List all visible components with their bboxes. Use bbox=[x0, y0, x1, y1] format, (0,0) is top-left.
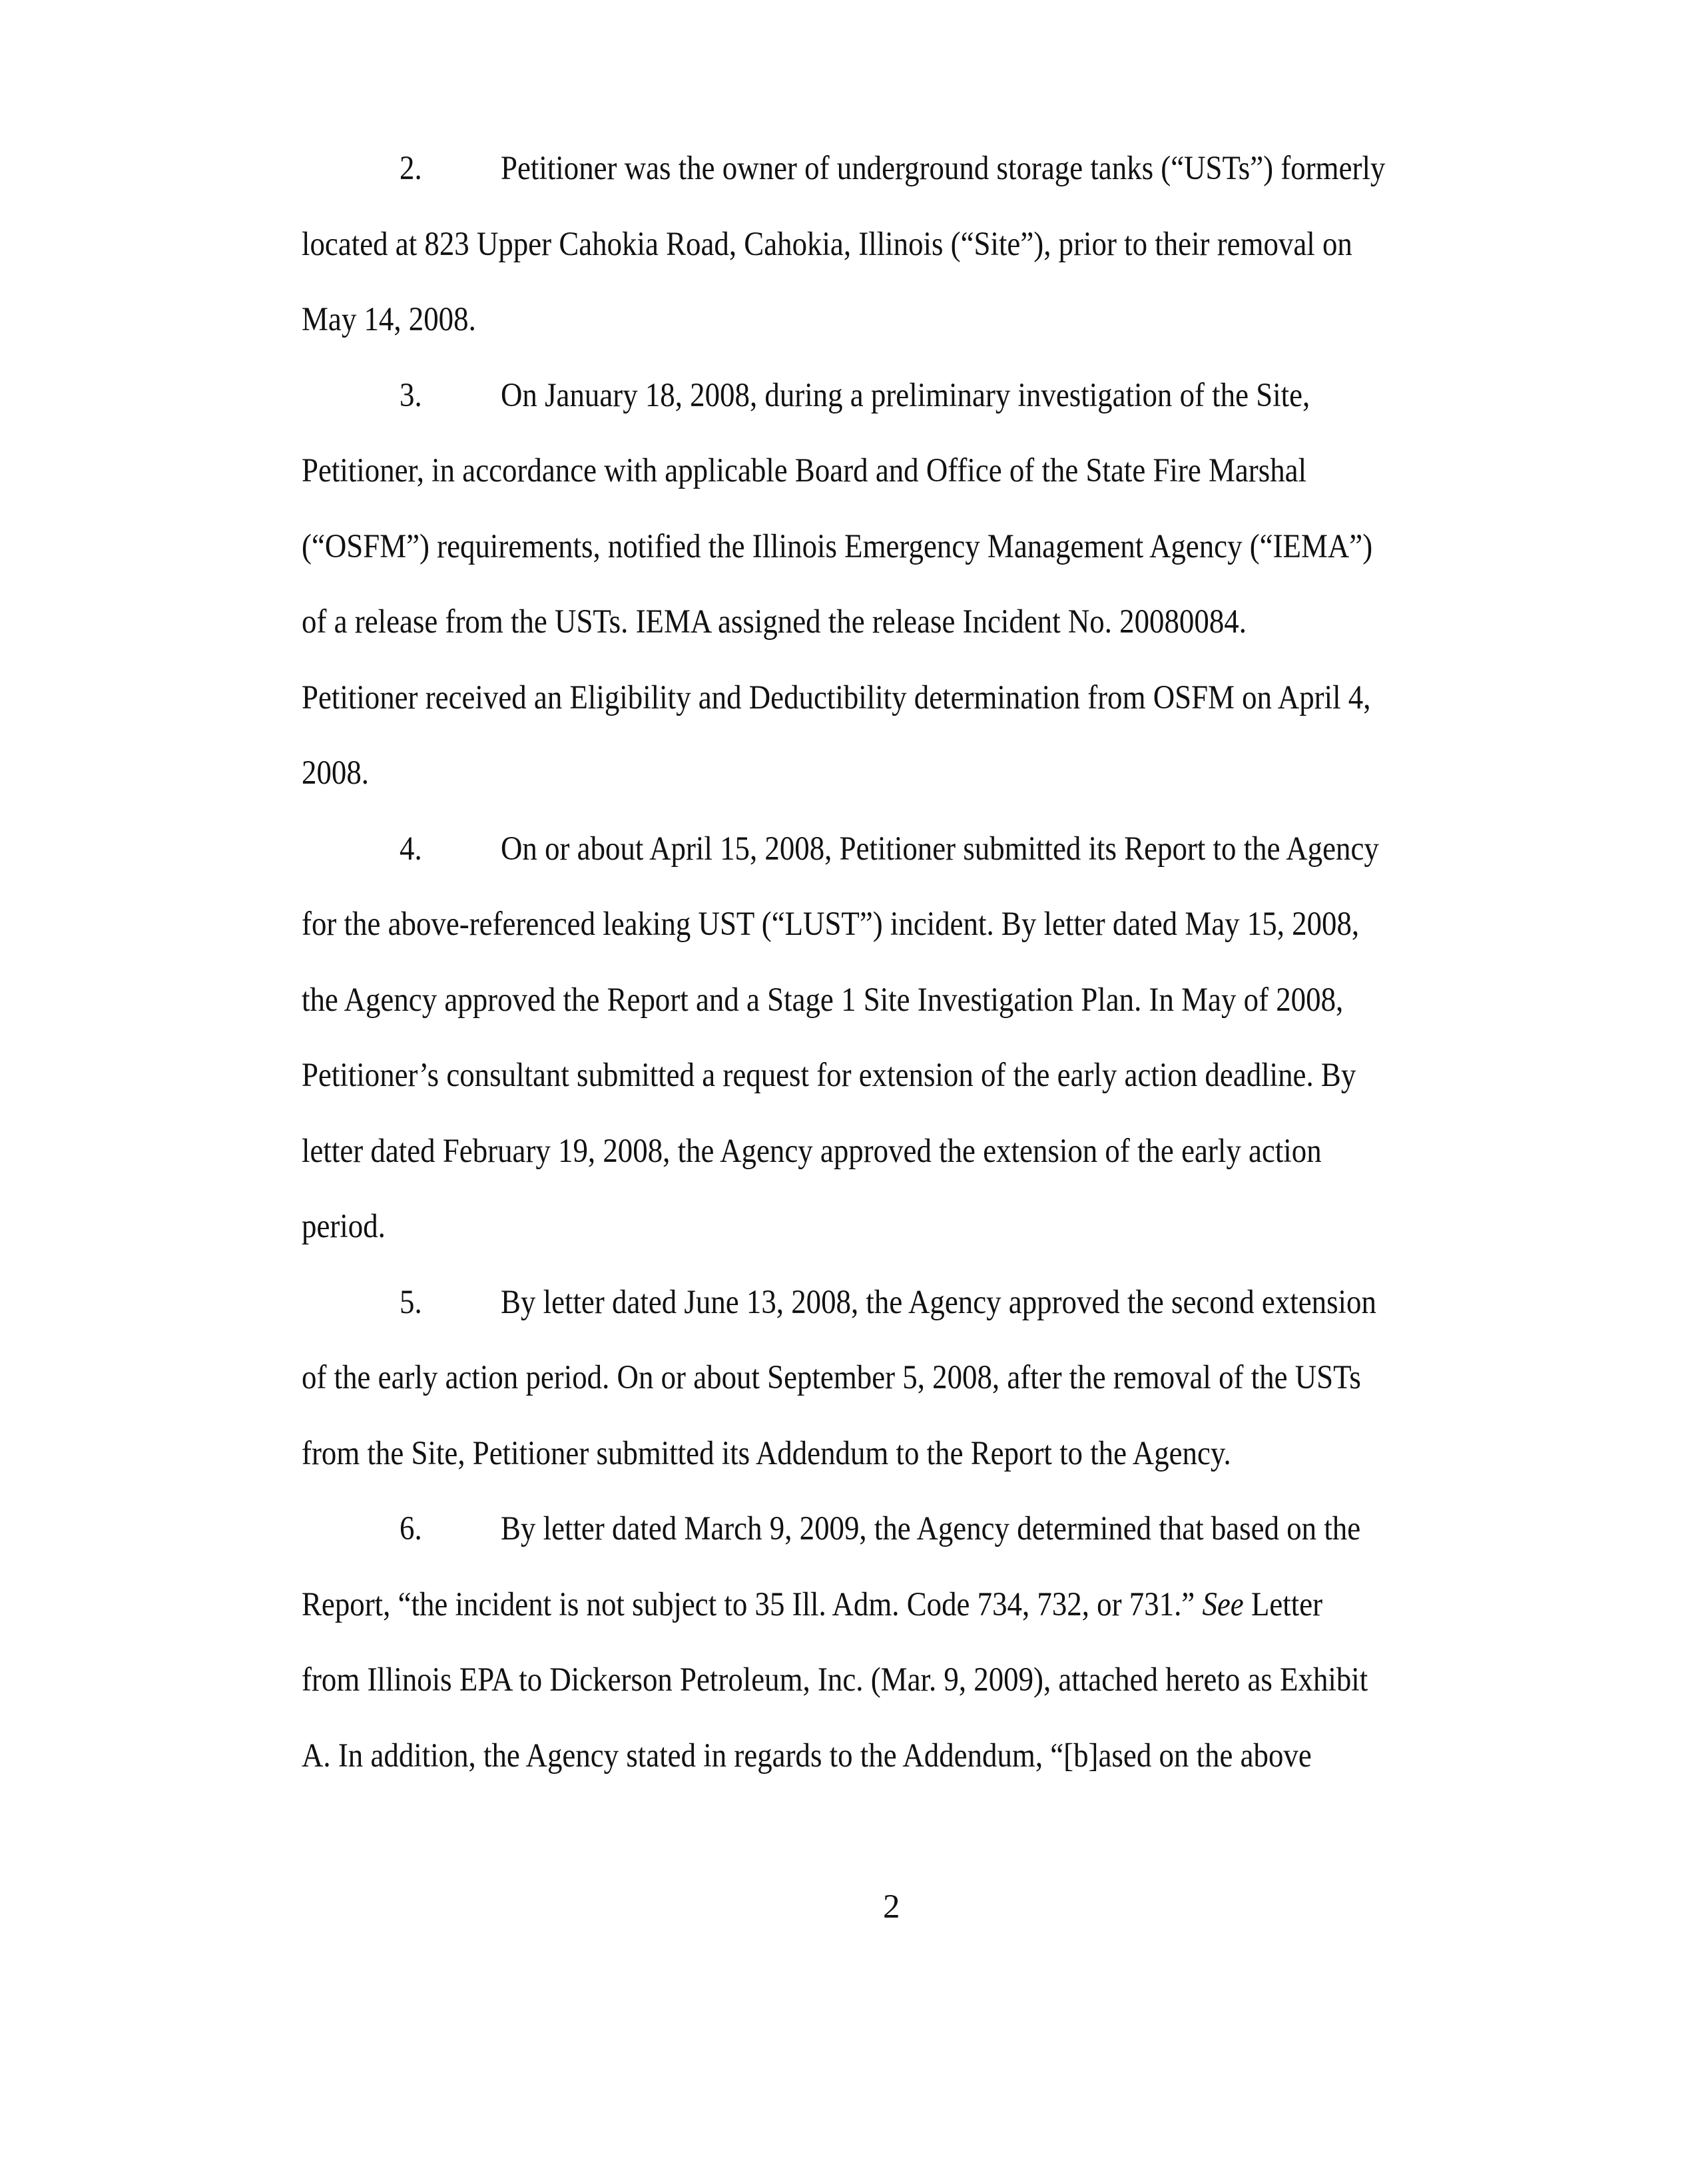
paragraph-line: By letter dated March 9, 2009, the Agency determined that based on the bbox=[501, 1510, 1361, 1547]
paragraph-number: 3. bbox=[400, 376, 422, 414]
paragraph-line: By letter dated June 13, 2008, the Agency approved the second extension bbox=[501, 1283, 1376, 1321]
paragraph-line: from Illinois EPA to Dickerson Petroleum, Inc. (Mar. 9, 2009), attached hereto as Exhibit bbox=[302, 1661, 1368, 1699]
text-segment: Report, “the incident is not subject to 35 Ill. Adm. Code 734, 732, or 731.” bbox=[302, 1585, 1203, 1623]
paragraph-line: letter dated February 19, 2008, the Agency approved the extension of the early action bbox=[302, 1132, 1322, 1170]
paragraph-line: from the Site, Petitioner submitted its Addendum to the Report to the Agency. bbox=[302, 1434, 1231, 1472]
paragraph-line: On January 18, 2008, during a preliminary investigation of the Site, bbox=[501, 376, 1310, 414]
paragraph-line: the Agency approved the Report and a Stage 1 Site Investigation Plan. In May of 2008, bbox=[302, 981, 1344, 1019]
paragraph-number: 4. bbox=[400, 830, 422, 868]
paragraph-number: 5. bbox=[400, 1283, 422, 1321]
paragraph-line: On or about April 15, 2008, Petitioner submitted its Report to the Agency bbox=[501, 830, 1379, 868]
paragraph-line: A. In addition, the Agency stated in regards to the Addendum, “[b]ased on the above bbox=[302, 1737, 1312, 1774]
paragraph-line: Petitioner received an Eligibility and Deductibility determination from OSFM on April 4, bbox=[302, 679, 1371, 716]
paragraph-number: 6. bbox=[400, 1510, 422, 1547]
paragraph-line: for the above-referenced leaking UST (“LUST”) incident. By letter dated May 15, 2008, bbox=[302, 906, 1360, 943]
paragraph-line: Petitioner, in accordance with applicable Board and Office of the State Fire Marshal bbox=[302, 452, 1307, 489]
paragraph-line: of a release from the USTs. IEMA assigned the release Incident No. 20080084. bbox=[302, 603, 1247, 641]
paragraph-line: May 14, 2008. bbox=[302, 301, 476, 338]
paragraph-line: of the early action period. On or about September 5, 2008, after the removal of the USTs bbox=[302, 1359, 1361, 1396]
paragraph-line: 2008. bbox=[302, 754, 369, 792]
italic-citation-signal: See bbox=[1202, 1585, 1244, 1623]
paragraph-line: period. bbox=[302, 1208, 386, 1245]
paragraph-line: Petitioner was the owner of underground storage tanks (“USTs”) formerly bbox=[501, 150, 1386, 187]
paragraph-line bbox=[302, 1585, 1322, 1625]
page-number: 2 bbox=[883, 1888, 900, 1926]
paragraph-number: 2. bbox=[400, 150, 422, 187]
text-segment: Letter bbox=[1243, 1585, 1323, 1623]
paragraph-line: (“OSFM”) requirements, notified the Illinois Emergency Management Agency (“IEMA”) bbox=[302, 527, 1373, 565]
paragraph-line: located at 823 Upper Cahokia Road, Cahokia, Illinois (“Site”), prior to their removal on bbox=[302, 225, 1352, 263]
paragraph-line: Petitioner’s consultant submitted a request for extension of the early action deadline. By bbox=[302, 1057, 1356, 1094]
